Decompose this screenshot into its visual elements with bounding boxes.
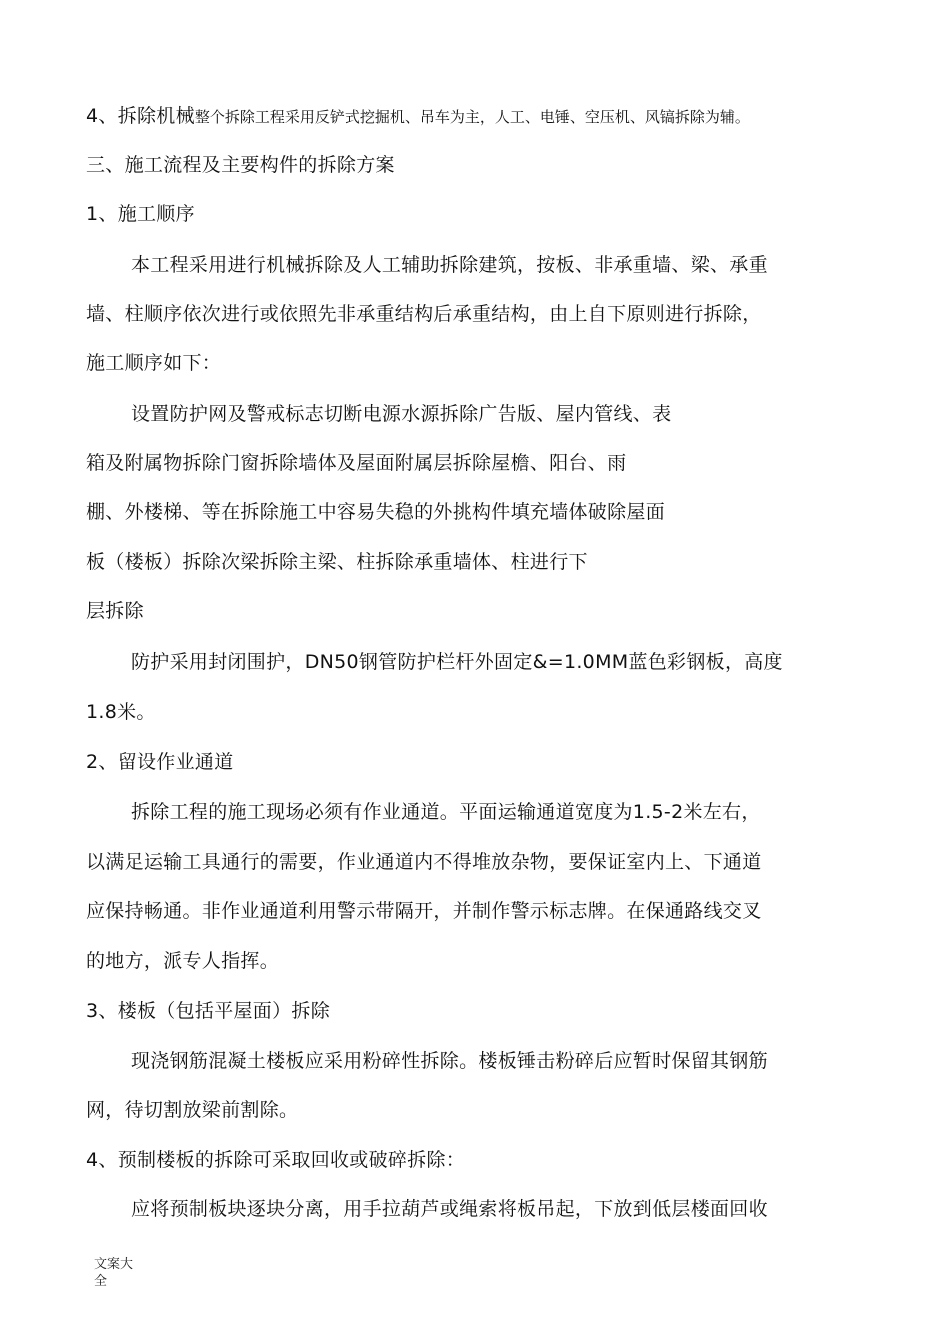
flow-line: 层拆除 xyxy=(86,600,144,622)
flow-line: 棚、外楼梯、等在拆除施工中容易失稳的外挑构件填充墙体破除屋面 xyxy=(86,501,666,523)
paragraph-line: 防护采用封闭围护，DN50钢管防护栏杆外固定&=1.0MM蓝色彩钢板，高度 xyxy=(131,651,783,673)
flow-line: 设置防护网及警戒标志切断电源水源拆除广告版、屋内管线、表 xyxy=(131,403,672,425)
footer-line-2: 全 xyxy=(94,1274,108,1289)
paragraph-line: 1.8米。 xyxy=(86,701,156,723)
paragraph-line: 以满足运输工具通行的需要，作业通道内不得堆放杂物，要保证室内上、下通道 xyxy=(86,851,762,873)
paragraph-line: 应将预制板块逐块分离，用手拉葫芦或绳索将板吊起，下放到低层楼面回收 xyxy=(131,1198,768,1220)
footer-line-1: 文案大 xyxy=(94,1257,134,1272)
flow-line: 箱及附属物拆除门窗拆除墙体及屋面附属层拆除屋檐、阳台、雨 xyxy=(86,452,627,474)
text-demolition-machinery: 整个拆除工程采用反铲式挖掘机、吊车为主，人工、电锤、空压机、风镐拆除为辅。 xyxy=(194,108,750,126)
subheading-work-passage: 2、留设作业通道 xyxy=(86,751,234,773)
paragraph-line: 本工程采用进行机械拆除及人工辅助拆除建筑，按板、非承重墙、梁、承重 xyxy=(131,254,768,276)
paragraph-line: 拆除工程的施工现场必须有作业通道。平面运输通道宽度为1.5-2米左右， xyxy=(131,801,761,823)
paragraph-line: 应保持畅通。非作业通道利用警示带隔开，并制作警示标志牌。在保通路线交叉 xyxy=(86,900,762,922)
paragraph-line-demolition-machinery xyxy=(86,104,750,129)
paragraph-line: 施工顺序如下： xyxy=(86,352,222,374)
subheading-floor-slab-demolition: 3、楼板（包括平屋面）拆除 xyxy=(86,1000,330,1022)
subheading-precast-slab-demolition: 4、预制楼板的拆除可采取回收或破碎拆除： xyxy=(86,1149,466,1171)
paragraph-line: 墙、柱顺序依次进行或依照先非承重结构后承重结构，由上自下原则进行拆除， xyxy=(86,303,762,325)
paragraph-line: 的地方，派专人指挥。 xyxy=(86,950,280,972)
paragraph-line: 现浇钢筋混凝土楼板应采用粉碎性拆除。楼板锤击粉碎后应暂时保留其钢筋 xyxy=(131,1050,768,1072)
heading-demolition-machinery: 4、拆除机械 xyxy=(86,105,195,127)
page-footer xyxy=(94,1256,138,1290)
flow-line: 板（楼板）拆除次梁拆除主梁、柱拆除承重墙体、柱进行下 xyxy=(86,551,588,573)
section-heading-construction-flow: 三、施工流程及主要构件的拆除方案 xyxy=(86,154,395,176)
paragraph-line: 网，待切割放梁前割除。 xyxy=(86,1099,299,1121)
subheading-construction-sequence: 1、施工顺序 xyxy=(86,203,195,225)
